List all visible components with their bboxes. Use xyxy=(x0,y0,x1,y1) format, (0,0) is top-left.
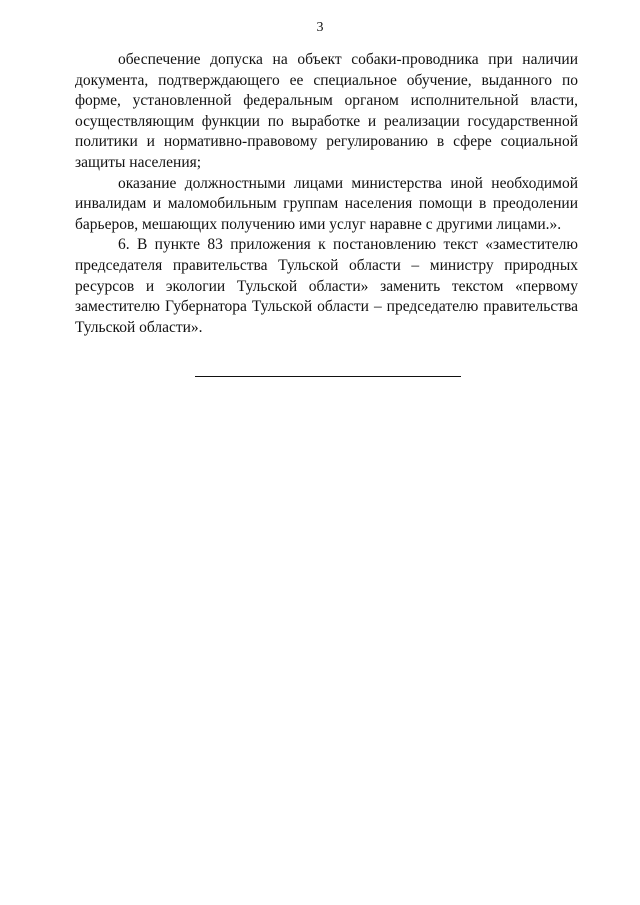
closing-horizontal-rule xyxy=(195,376,461,377)
paragraph-item-6-amendment: 6. В пункте 83 приложения к постановлению текст «заместителю председателя правительства Тульской области – министру природных ресурсов и экологии Тульской области» заменить текстом «первому заместителю Губернатора Тульской области – председателю правительства Тульской области». xyxy=(75,236,578,336)
paragraph-guide-dog-access: обеспечение допуска на объект собаки-проводника при наличии документа, подтверждающего ее специальное обучение, выданного по форме, установленной федеральным органом исполнительной власти, осуществляющим функции по выработке и реализации государственной политики и нормативно-правовому регулированию в сфере социальной защиты населения; xyxy=(75,51,578,171)
document-body xyxy=(75,50,578,338)
paragraph-officials-assistance: оказание должностными лицами министерства иной необходимой инвалидам и маломобильным группам населения помощи в преодолении барьеров, мешающих получению ими услуг наравне с другими лицами.». xyxy=(75,174,578,233)
page-number: 3 xyxy=(316,20,324,35)
